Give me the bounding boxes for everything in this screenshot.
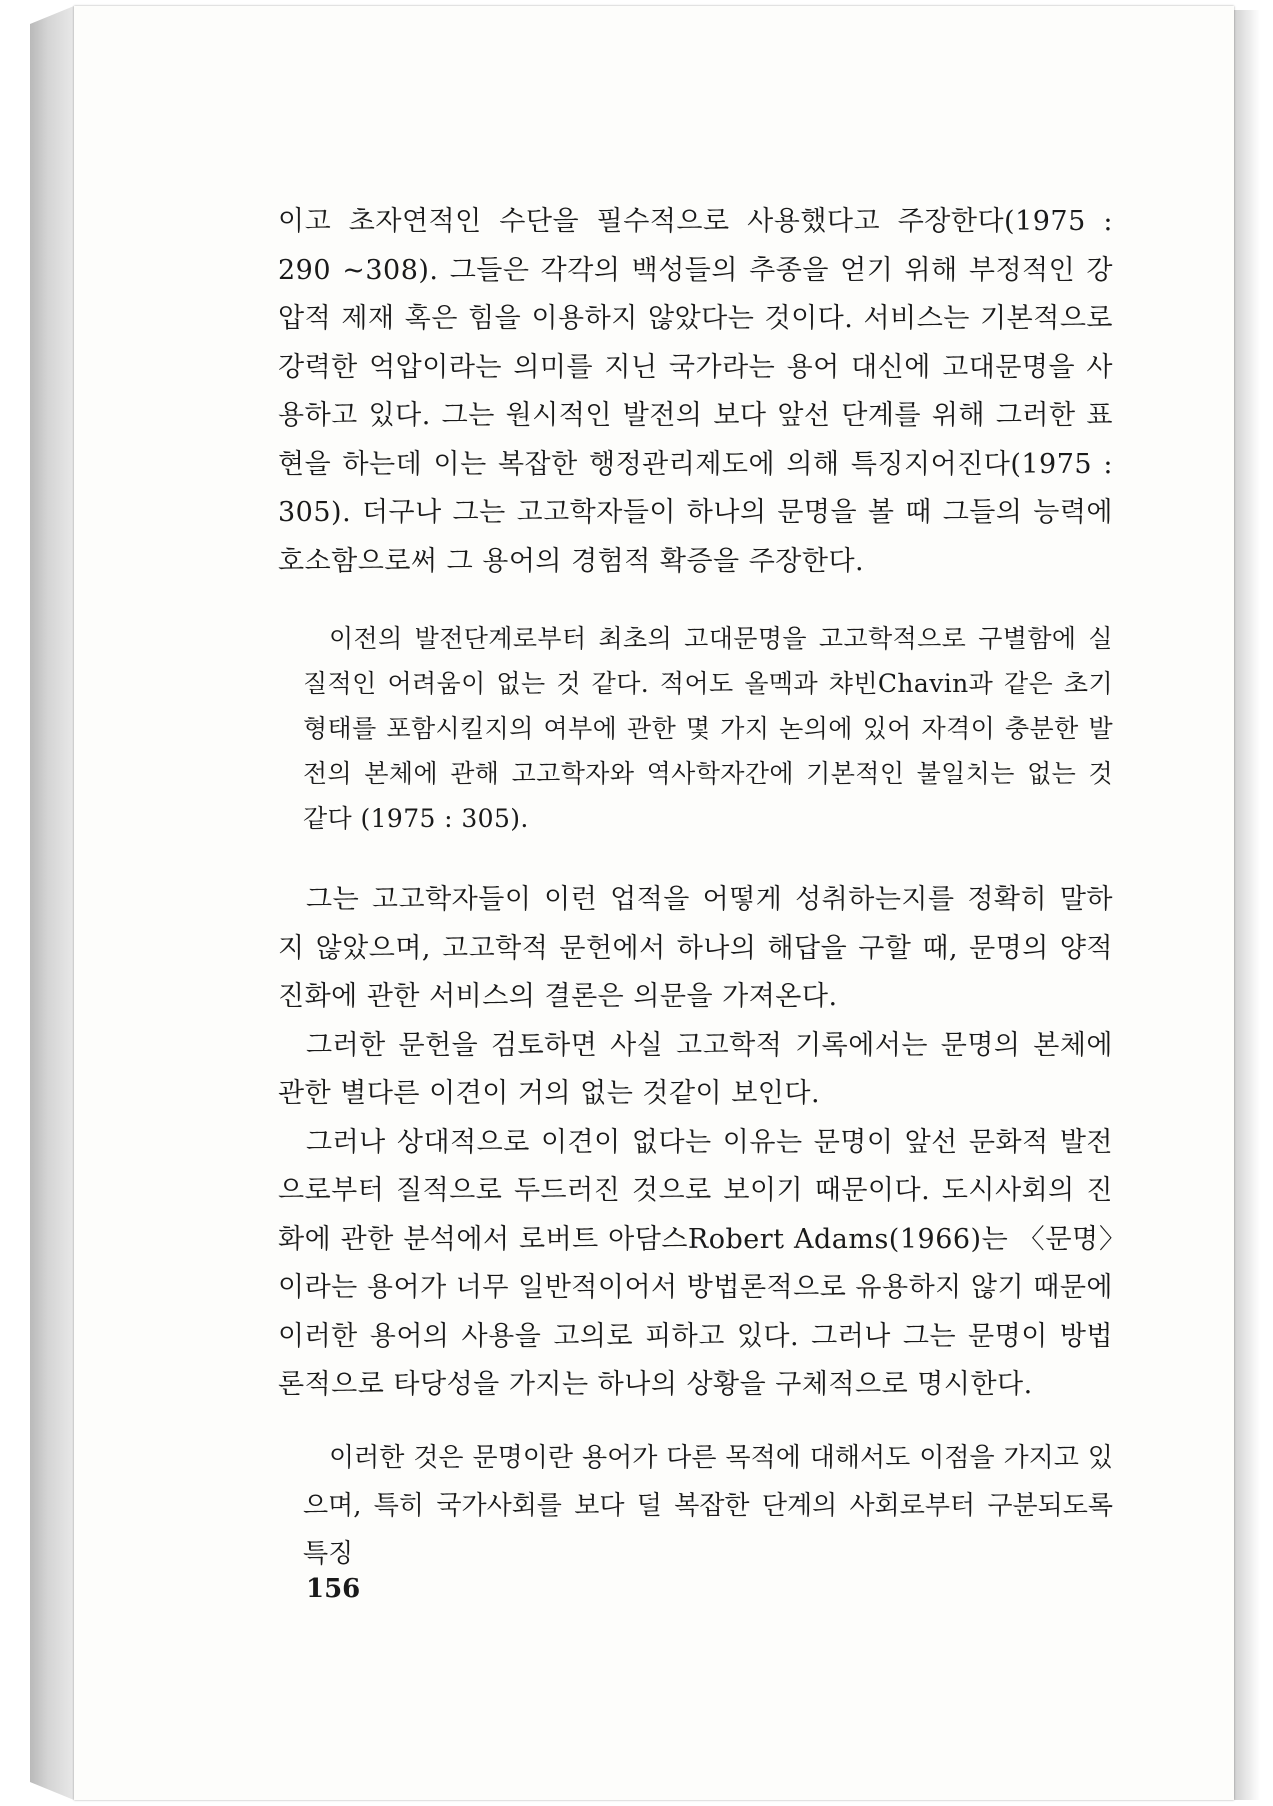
block-quote-2 <box>303 1434 1113 1578</box>
quote-text: 이전의 발전단계로부터 최초의 고대문명을 고고학적으로 구별함에 실질적인 어려움이 없는 것 같다. 적어도 올멕과 챠빈Chavin과 같은 초기 형태를 포함시킬지의 여부에 관한 몇 가지 논의에 있어 자격이 충분한 발전의 본체에 관해 고고학자와 역사학자간에 기본적인 불일치는 없는 것 같다 (1975 : 305). <box>303 624 1113 833</box>
page-number: 156 <box>306 1574 361 1604</box>
block-quote-1 <box>303 616 1113 841</box>
paragraph-text: 그는 고고학자들이 이런 업적을 어떻게 성취하는지를 정확히 말하지 않았으며, 고고학적 문헌에서 하나의 해답을 구할 때, 문명의 양적 진화에 관한 서비스의 결론은 의문을 가져온다. <box>278 884 1113 1012</box>
body-paragraph-1 <box>278 198 1113 586</box>
paragraph-text: 그러한 문헌을 검토하면 사실 고고학적 기록에서는 문명의 본체에 관한 별다른 이견이 거의 없는 것같이 보인다. <box>278 1029 1113 1109</box>
page-shadow <box>1234 10 1260 1800</box>
body-paragraphs-2 <box>278 876 1113 1410</box>
book-edge <box>30 6 74 1800</box>
paragraph-text: 이고 초자연적인 수단을 필수적으로 사용했다고 주장한다(1975 : 290 ~308). 그들은 각각의 백성들의 추종을 얻기 위해 부정적인 강압적 제재 혹은 힘을 이용하지 않았다는 것이다. 서비스는 기본적으로 강력한 억압이라는 의미를 지닌 국가라는 용어 대신에 고대문명을 사용하고 있다. 그는 원시적인 발전의 보다 앞선 단계를 위해 그러한 표현을 하는데 이는 복잡한 행정관리제도에 의해 특징지어진다(1975 : 305). 더구나 그는 고고학자들이 하나의 문명을 볼 때 그들의 능력에 호소함으로써 그 용어의 경험적 확증을 주장한다. <box>278 206 1113 577</box>
paragraph-text: 그러나 상대적으로 이견이 없다는 이유는 문명이 앞선 문화적 발전으로부터 질적으로 두드러진 것으로 보이기 때문이다. 도시사회의 진화에 관한 분석에서 로버트 아담스Robert Adams(1966)는 〈문명〉이라는 용어가 너무 일반적이어서 방법론적으로 유용하지 않기 때문에 이러한 용어의 사용을 고의로 피하고 있다. 그러나 그는 문명이 방법론적으로 타당성을 가지는 하나의 상황을 구체적으로 명시한다. <box>278 1126 1113 1400</box>
quote-text: 이러한 것은 문명이란 용어가 다른 목적에 대해서도 이점을 가지고 있으며, 특히 국가사회를 보다 덜 복잡한 단계의 사회로부터 구분되도록 특징 <box>303 1443 1113 1569</box>
